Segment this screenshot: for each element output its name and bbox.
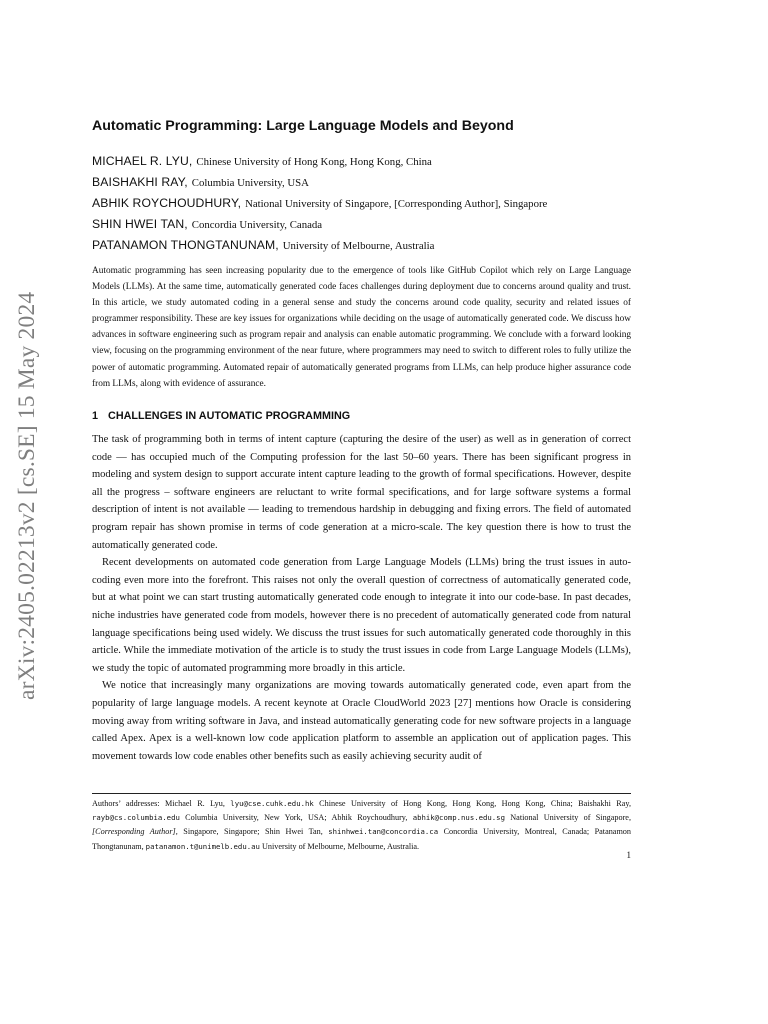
footnote-text: University of Melbourne, Melbourne, Australia. <box>259 841 420 851</box>
footnote-text: Concordia University, Montreal, Canada; Patanamon Thongtanunam, <box>92 827 631 851</box>
author-name: MICHAEL R. LYU, <box>92 154 193 168</box>
author-affiliation: National University of Singapore, [Corresponding Author], Singapore <box>245 198 548 210</box>
author-entry <box>92 173 631 194</box>
author-addresses-footnote <box>92 797 631 854</box>
body-paragraph: Recent developments on automated code generation from Large Language Models (LLMs) bring the trust issues in auto-coding even more into the forefront. This raises not only the overall question of correctness of automatically generated code, but at what point we can start trusting automatically generated code enough to integrate it into our code-base. In past decades, niche industries have generated code from models, however there is no precedent of automatically generated code from natural language specifications being used widely. We discuss the trust issues for such automatically generated code thoroughly in this article. While the immediate motivation of the article is to study the trust issues in code from Large Language Models (LLMs), we study the topic of automated programming more broadly in this article. <box>92 557 631 674</box>
corresponding-author-note: [Corresponding Author] <box>92 827 176 837</box>
author-affiliation: Columbia University, USA <box>191 177 309 189</box>
author-entry <box>92 215 631 236</box>
author-name: PATANAMON THONGTANUNAM, <box>92 238 279 252</box>
footnote-text: , Singapore, Singapore; Shin Hwei Tan, <box>175 827 329 837</box>
email-link[interactable]: rayb@cs.columbia.edu <box>92 813 180 823</box>
body-paragraph: We notice that increasingly many organizations are moving towards automatically generated code, even apart from the popularity of large language models. A recent keynote at Oracle CloudWorld 2023 [27] mentions how Oracle is considering moving away from writing software in Java, and instead automatically generating code for new software projects in a language called Apex. Apex is a well-known low code application platform to assemble an application out of application pages. This movement towards low code enables other benefits such as easily achieving security audit of <box>92 680 631 762</box>
author-affiliation: Concordia University, Canada <box>191 219 323 231</box>
footnote-text: Authors’ addresses: Michael R. Lyu, <box>92 799 231 808</box>
author-name: BAISHAKHI RAY, <box>92 175 188 189</box>
paper-title: Automatic Programming: Large Language Models and Beyond <box>92 118 514 134</box>
email-link[interactable]: lyu@cse.cuhk.edu.hk <box>230 799 314 808</box>
section-number: 1 <box>92 410 99 422</box>
author-name: ABHIK ROYCHOUDHURY, <box>92 196 242 210</box>
abstract: Automatic programming has seen increasing popularity due to the emergence of tools like GitHub Copilot which rely on Large Language Models (LLMs). At the same time, automatically generated code faces challenges during deployment due to concerns around quality and trust. In this article, we study automated coding in a general sense and study the concerns around code quality, security and related issues of programmer responsibility. These are key issues for organizations while deciding on the usage of automatically generated code. We discuss how advances in software engineering such as program repair and analysis can enable automatic programming. We conclude with a forward looking view, focusing on the programming environment of the near future, where programmers may need to switch to different roles to fully utilize the power of automatic programming. Automated repair of automatically generated programs from LLMs, can help produce higher assurance code from LLMs, along with evidence of assurance. <box>92 266 631 389</box>
footnote-text: Columbia University, New York, USA; Abhik Roychoudhury, <box>179 813 413 823</box>
section-body <box>92 431 631 786</box>
footnote-text: National University of Singapore, <box>504 813 631 823</box>
email-link[interactable]: patanamon.t@unimelb.edu.au <box>145 841 260 851</box>
section-heading <box>92 410 350 422</box>
footnote-text: Chinese University of Hong Kong, Hong Kong, Hong Kong, China; Baishakhi Ray, <box>313 799 631 808</box>
author-entry <box>92 194 631 215</box>
footnote-divider <box>92 793 631 794</box>
author-name: SHIN HWEI TAN, <box>92 217 188 231</box>
author-list <box>92 152 631 257</box>
author-entry <box>92 152 631 173</box>
arxiv-stamp: arXiv:2405.02213v2 [cs.SE] 15 May 2024 <box>14 291 40 700</box>
author-entry <box>92 236 631 257</box>
email-link[interactable]: abhik@comp.nus.edu.sg <box>412 813 505 823</box>
email-link[interactable]: shinhwei.tan@concordia.ca <box>328 827 439 837</box>
section-title: CHALLENGES IN AUTOMATIC PROGRAMMING <box>108 410 351 422</box>
body-paragraph: The task of programming both in terms of intent capture (capturing the desire of the user) as well as in generation of correct code — has occupied much of the Computing profession for the last 50–60 years. There has been significant progress in modeling and system design to support accurate intent capture leading to the growth of formal specifications. However, despite all the progress – software engineers are reluctant to write formal specifications, and for large software systems a formal description of intent is not available — leading to tremendous hardship in debugging and fixing errors. The field of automated program repair has shown promise in terms of code generation at a micro-scale. The key question there is how to trust the automatically generated code. <box>92 434 631 551</box>
author-affiliation: Chinese University of Hong Kong, Hong Kong, China <box>196 156 432 168</box>
page-number: 1 <box>626 850 631 860</box>
author-affiliation: University of Melbourne, Australia <box>282 240 435 252</box>
